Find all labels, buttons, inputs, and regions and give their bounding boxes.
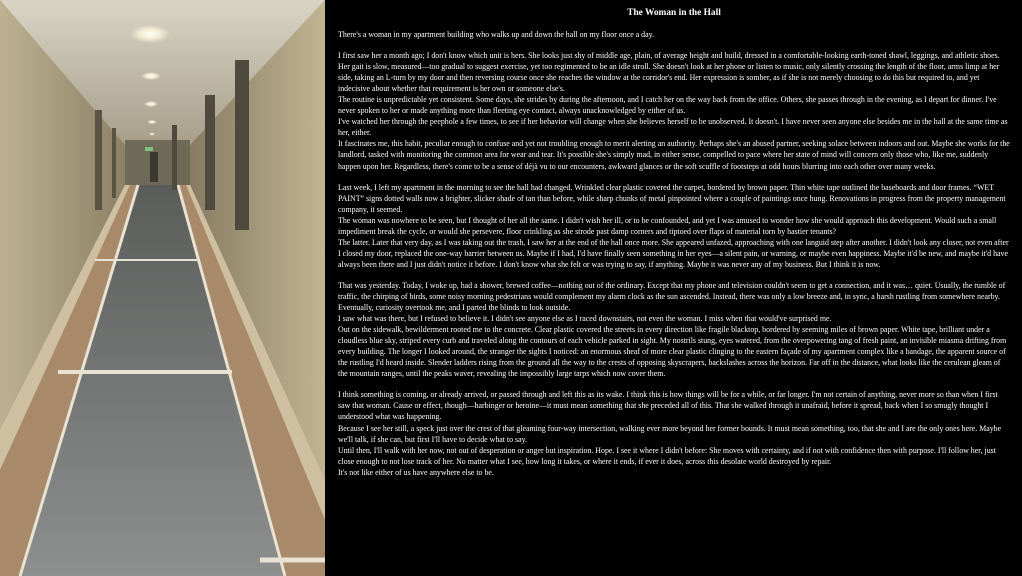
story-paragraph: There's a woman in my apartment building who walks up and down the hall on my floor once a day. — [338, 30, 655, 39]
story-paragraph: The routine is unpredictable yet consistent. Some days, she strides by during the afternoon, and I catch her on the way back from the office. Others, she passes through in the evening, as I depart for dinner. I've never spoken to her or made anything more than fleeting eye contact, always unacknowledged by either of us. — [338, 95, 997, 116]
story-paragraph: Until then, I'll walk with her now, not out of desperation or anger but inspiration. Hope. I see it where I didn't before: She moves with certainty, and if not with confidence then with purpose. I'll follow her, just close enough to not lose track of her. No matter what I see, how long it takes, or where it ends, if ever it does, across this desolate world destroyed by repair. — [338, 445, 996, 466]
story-paragraph: It's not like either of us have anywhere else to be. — [338, 467, 494, 477]
story-paragraph: Out on the sidewalk, bewilderment rooted me to the concrete. Clear plastic covered the streets in every direction like fragile blacktop, bordered by seeming miles of brown paper. White tape, brilliant under a cloudless blue sky, striped every curb and traveled along the contours of each vehicle parked in sight. My nostrils stung, eyes watered, from the overpowering tang of fresh paint, an invisible miasma drifting from every building. The longer I looked around, the stranger the sights I noticed: an enormous sheaf of more clear plastic clinging to the eastern façade of my apartment complex like a bandage, the apparent source of the rustling I'd heard inside. Slender ladders rising from the ground all the way to the crests of opposing skyscrapers, backslashes across the horizon. Far off in the distance, what looks like the cerulean gleam of the mountain ranges, until the peaks waver, revealing the impossibly large tarps which now cover them. — [338, 325, 1007, 379]
section-gap — [338, 172, 1010, 182]
story-paragraph: The woman was nowhere to be seen, but I thought of her all the same. I didn't wish her ill, or to be confounded, and yet I was amused to wonder how she would approach this development. Would such a small impediment break the cycle, or would she persevere, floor crinkling as she strode past damp corners and tiptoed over flaps of material torn by hastier tenants? — [338, 215, 997, 236]
story-title: The Woman in the Hall — [627, 8, 721, 18]
hallway-illustration — [0, 0, 325, 576]
story-paragraph: I first saw her a month ago; I don't know which unit is hers. She looks just shy of middle age, plain, of average height and build, dressed in a comfortable-looking earth-toned shawl, leggings, and athletic shoes. Her gait is slow, measured—too gradual to suggest exercise, yet too regimented to be an idle stroll. She doesn't look at her phone or listen to music, only silently crossing the length of the floor, arms limp at her side, taking an L-turn by my door and then reversing course once she reaches the window at the corridor's end. Her expression is somber, as if she is not merely choosing to do this but required to, and yet indecisive about whether that requirement is her own or someone else's. — [338, 51, 1000, 94]
story-paragraph: That was yesterday. Today, I woke up, had a shower, brewed coffee—nothing out of the ordinary. Except that my phone and television couldn't seem to get a connection, and it was… quiet. Usually, the rumble of traffic, the chirping of birds, some noisy morning pedestrians would complement my alarm clock as the sun ascended. Instead, there was only a low breeze and, in sync, a harsh rustling from somewhere nearby. Eventually, curiosity overtook me, and I parted the blinds to look outside. — [338, 280, 1006, 313]
story-paragraph: Because I see her still, a speck just over the crest of that gleaming four-way intersection, walking ever more beyond her former bounds. It must mean something, too, that she and I are the only ones here. Maybe we'll talk, if she can, but first I'll have to decide what to say. — [338, 423, 1002, 444]
story-paragraph: The latter. Later that very day, as I was taking out the trash, I saw her at the end of the hall once more. She appeared unfazed, approaching with one languid step after another. I didn't look any closer, not even after I closed my door, replaced the one-way barrier between us. Maybe if I had, I'd have finally seen something in her eyes—a silent pain, or warning, or maybe even happiness. Maybe it'd be new, and maybe it'd have always been there and I just didn't notice it before. I don't know what she felt or was trying to say, if anything. Maybe it was never any of my business. But I think it is now. — [338, 237, 1009, 269]
story-paragraph: I've watched her through the peephole a few times, to see if her behavior will change when she believes herself to be unobserved. It doesn't. I have never seen anyone else besides me in the hall at the same time as her, either. — [338, 117, 1008, 138]
hallway-photo — [0, 0, 325, 576]
section-gap — [338, 379, 1010, 389]
story-panel — [325, 0, 1022, 576]
story-paragraph: I think something is coming, or already arrived, or passed through and left this as its wake. I think this is how things will be for a while, or far longer. I'm not certain of anything, never more so than when I first saw that woman. Cause or effect, though—harbinger or heroine—it must mean something that she preceded all of this. That she walked through it unafraid, before it spread, back when I so smugly thought I understood what was happening. — [338, 390, 998, 422]
section-gap — [338, 40, 1010, 50]
story-paragraph: I saw what was there, but I refused to believe it. I didn't see anyone else as I raced downstairs, not even the woman. I miss when that would've surprised me. — [338, 314, 832, 324]
story-paragraph: Last week, I left my apartment in the morning to see the hall had changed. Wrinkled clear plastic covered the carpet, bordered by brown paper. Thin white tape outlined the baseboards and door frames. “WET PAINT” signs dotted walls now a brighter, slicker shade of tan than before, while sharp chunks of metal pinpointed where a couple of paintings once hung. Renovations in progress from the property management company, it seemed. — [338, 182, 1006, 214]
story-paragraph: It fascinates me, this habit, peculiar enough to confuse and yet not troubling enough to merit alerting an authority. Perhaps she's an abused partner, seeking solace between indoors and out. Maybe she works for the landlord, tasked with monitoring the common area for wear and tear. It's possible she's simply mad, in either sense, compelled to pace where her state of mind will concern only those who, like me, suddenly happen upon her. Regardless, there's come to be a sense of déjà vu to our encounters, awkward glances or the soft scuffle of footsteps at odd hours blurring into each other over many weeks. — [338, 139, 1010, 171]
section-gap — [338, 270, 1010, 280]
